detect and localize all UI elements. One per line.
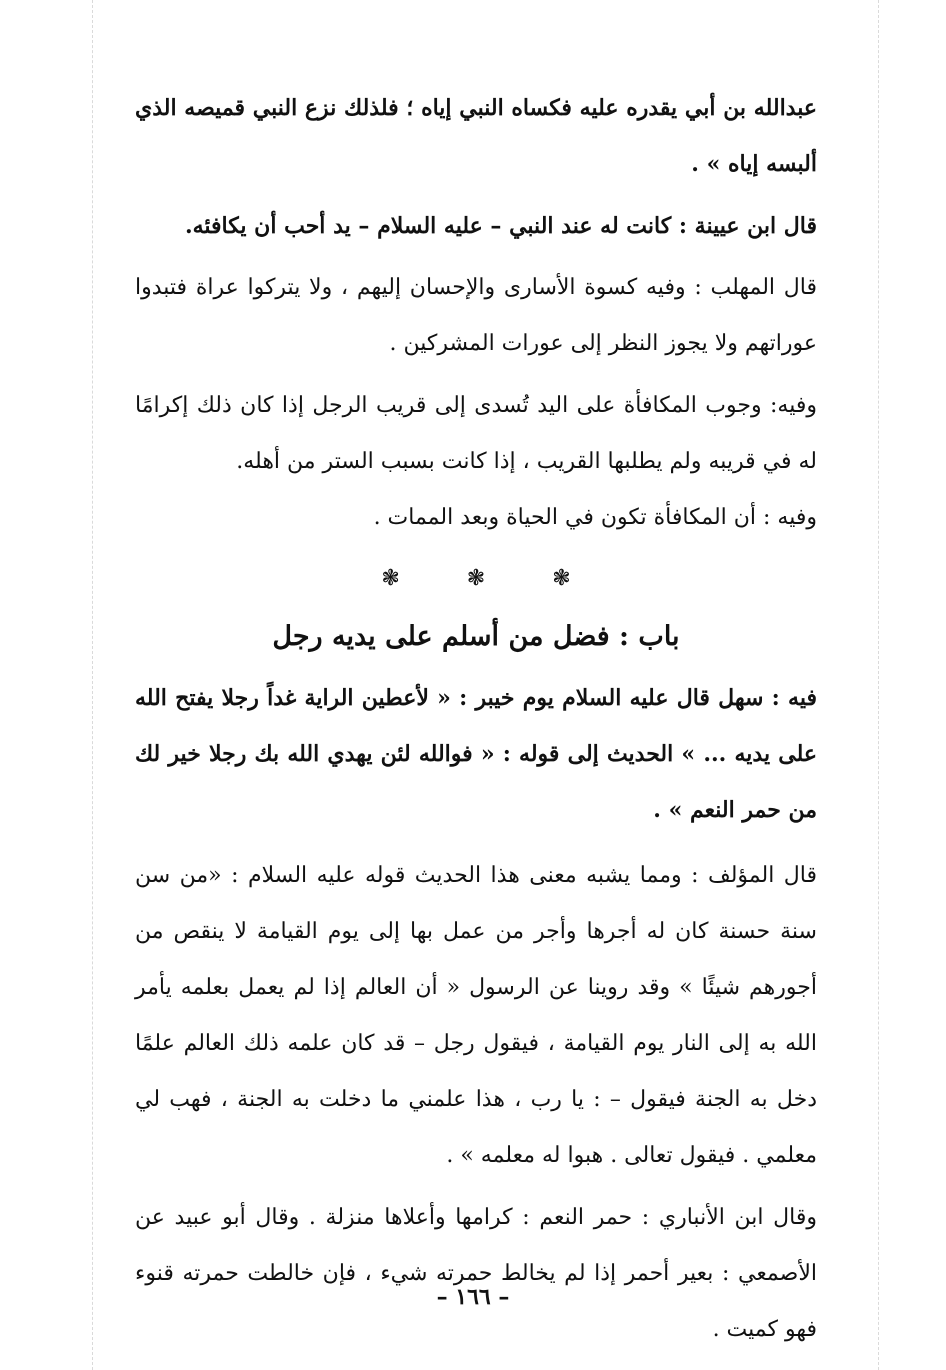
paragraph-author-commentary: قال المؤلف : ومما يشبه معنى هذا الحديث قوله عليه السلام : «من سن سنة حسنة كان له أجرها وأجر من عمل بها إلى يوم القيامة لا ينقص من أجورهم شيئًا » وقد روينا عن الرسول « أن العالم إذا لم يعمل بعلمه يأمر الله به إلى النار يوم القيامة ، فيقول رجل – قد كان علمه ذلك العالم علمًا دخل به الجنة فيقول – : يا رب ، هذا علمني ما دخلت به الجنة ، فهب لي معلمي . فيقول تعالى . هبوا له معلمه » . [135,863,817,1168]
page-body [135,80,817,1358]
section-divider-stars [135,554,817,604]
margin-guide-left [92,0,93,1370]
paragraph-after-death: وفيه : أن المكافأة تكون في الحياة وبعد الممات . [373,505,817,530]
paragraph-reciprocity: وفيه: وجوب المكافأة على اليد تُسدى إلى قريب الرجل إذا كان ذلك إكرامًا له في قريبه ولم يطلبها القريب ، إذا كانت بسبب الستر من أهله. [135,393,817,474]
chapter-heading: باب : فضل من أسلم على يديه رجل [272,621,680,652]
paragraph-hadith-khaybar: فيه : سهل قال عليه السلام يوم خيبر : « لأعطين الراية غداً رجلا يفتح الله على يديه ... » الحديث إلى قوله : « فوالله لئن يهدي الله بك رجلا خير لك من حمر النعم » . [135,685,817,823]
star-ornament-icon: ❃ [381,566,400,591]
page-number: – ١٦٦ – [436,1284,510,1310]
paragraph-ibn-al-anbari: وقال ابن الأنباري : حمر النعم : كرامها وأعلاها منزلة . وقال أبو عبيد عن الأصمعي : بعير أحمر إذا لم يخالط حمرته شيء ، فإن خالطت حمرته قنوء فهو كميت . [135,1205,817,1342]
star-ornament-icon: ❃ [466,566,486,591]
margin-guide-right [878,0,879,1370]
paragraph-1: عبدالله بن أبي يقدره عليه فكساه النبي إياه ؛ فلذلك نزع النبي قميصه الذي ألبسه إياه » . [135,95,817,177]
paragraph-ibn-uyaynah: قال ابن عيينة : كانت له عند النبي – عليه السلام – يد أحب أن يكافئه. [184,213,817,239]
paragraph-muhallab: قال المهلب : وفيه كسوة الأسارى والإحسان إليهم ، ولا يتركوا عراة فتبدوا عوراتهم ولا يجوز النظر إلى عورات المشركين . [135,275,817,356]
star-ornament-icon: ❃ [552,566,571,591]
